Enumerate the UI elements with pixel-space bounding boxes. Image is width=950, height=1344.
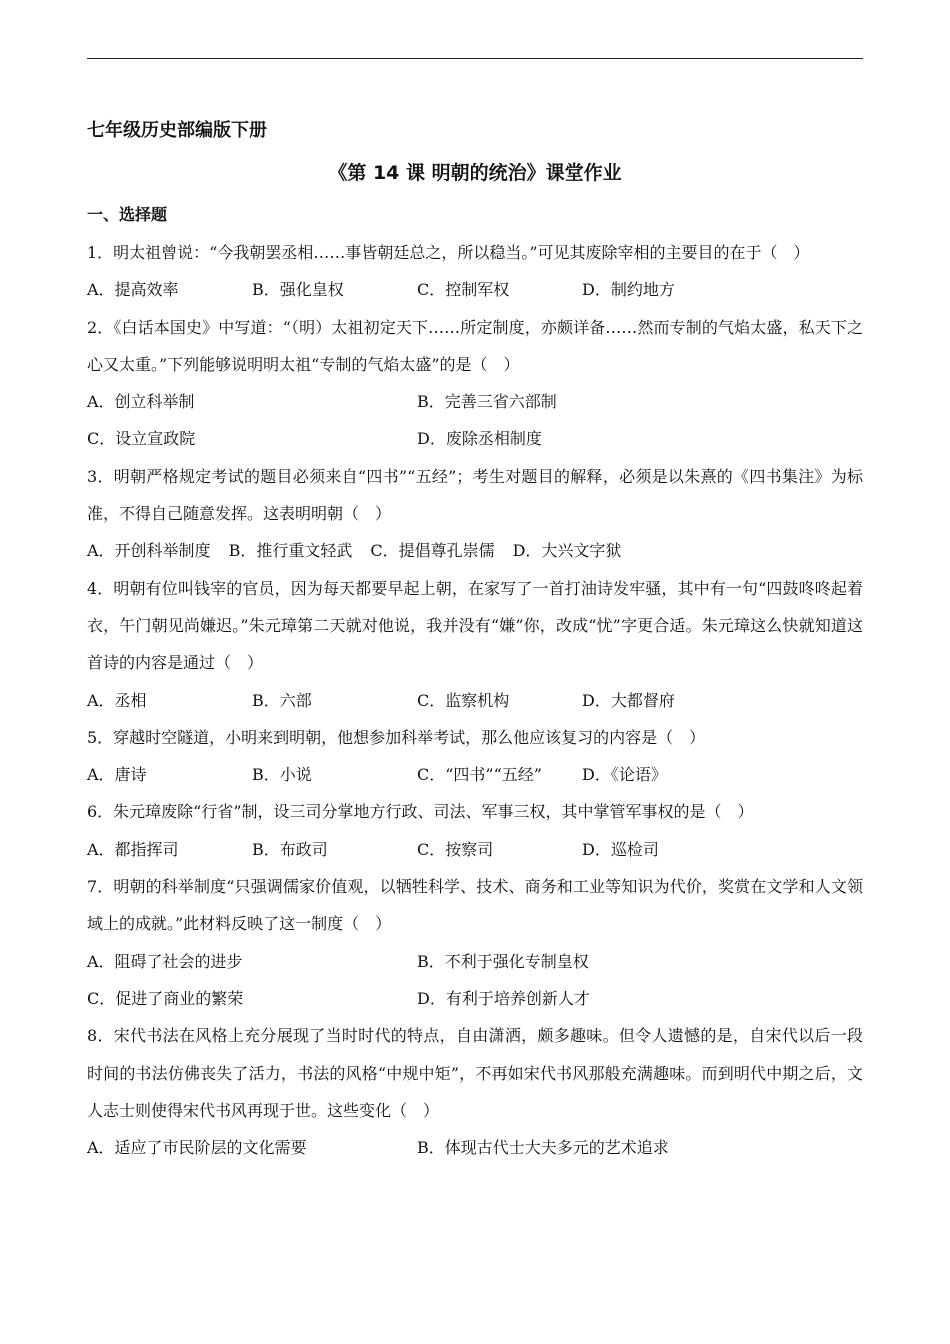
question-3-options <box>87 532 863 569</box>
option-a: A．开创科举制度 <box>87 541 211 561</box>
option-c: C．控制军权 <box>417 280 510 300</box>
question-3-stem: 3．明朝严格规定考试的题目必须来自“四书”“五经”；考生对题目的解释，必须是以朱熹的《四书集注》为标准，不得自己随意发挥。这表明明朝（ ） <box>87 466 863 524</box>
option-a: A．丞相 <box>87 690 147 710</box>
option-c: C．提倡尊孔崇儒 <box>370 541 495 561</box>
question-6-options <box>87 831 863 868</box>
option-a: A．提高效率 <box>87 280 179 300</box>
option-b: B．推行重文轻武 <box>228 541 353 561</box>
doc-title: 七年级历史部编版下册 <box>87 120 267 141</box>
section-title: 一、选择题 <box>87 205 168 224</box>
option-d: D．废除丞相制度 <box>417 429 542 449</box>
document-body <box>87 112 863 1166</box>
option-b: B．强化皇权 <box>252 280 344 300</box>
option-a: A．阻碍了社会的进步 <box>87 951 243 971</box>
lesson-title: 《第 14 课 明朝的统治》课堂作业 <box>328 162 622 184</box>
option-b: B．布政司 <box>252 839 328 859</box>
question-1-options <box>87 271 863 308</box>
option-d: D．大都督府 <box>582 690 675 710</box>
option-d: D．有利于培养创新人才 <box>417 988 590 1008</box>
option-d: D．制约地方 <box>582 280 675 300</box>
option-a: A．唐诗 <box>87 765 147 785</box>
option-c: C．监察机构 <box>417 690 510 710</box>
option-d: D．巡检司 <box>582 839 659 859</box>
question-5-options <box>87 756 863 793</box>
question-7-options-row2 <box>87 980 863 1017</box>
question-6-stem: 6．朱元璋废除“行省”制，设三司分掌地方行政、司法、军事三权，其中掌管军事权的是（ ） <box>87 802 754 822</box>
question-1-stem: 1．明太祖曾说：“今我朝罢丞相……事皆朝廷总之，所以稳当。”可见其废除宰相的主要目的在于（ ） <box>87 243 810 262</box>
option-c: C．设立宣政院 <box>87 429 196 449</box>
option-d: D．《论语》 <box>582 765 667 785</box>
option-a: A．都指挥司 <box>87 839 179 859</box>
question-7-stem: 7．明朝的科举制度“只强调儒家价值观，以牺牲科学、技术、商务和工业等知识为代价，奖赏在文学和人文领域上的成就。”此材料反映了这一制度（ ） <box>87 877 863 934</box>
option-d: D．大兴文字狱 <box>512 541 622 561</box>
question-2-options-row1 <box>87 383 863 420</box>
option-b: B．不利于强化专制皇权 <box>417 951 589 971</box>
option-b: B．完善三省六部制 <box>417 392 557 412</box>
header-rule <box>87 58 863 59</box>
option-b: B．六部 <box>252 690 312 710</box>
option-c: C．促进了商业的繁荣 <box>87 988 244 1008</box>
option-b: B．体现古代士大夫多元的艺术追求 <box>417 1138 669 1158</box>
question-4-options <box>87 682 863 719</box>
question-5-stem: 5．穿越时空隧道，小明来到明朝，他想参加科举考试，那么他应该复习的内容是（ ） <box>87 727 706 747</box>
option-c: C．“四书”“五经” <box>417 765 542 785</box>
option-a: A．适应了市民阶层的文化需要 <box>87 1138 307 1158</box>
question-4-stem: 4．明朝有位叫钱宰的官员，因为每天都要早起上朝，在家写了一首打油诗发牢骚，其中有一句“四鼓咚咚起着衣，午门朝见尚嫌迟。”朱元璋第二天就对他说，我并没有“嫌”你，改成“忧”字更合适。朱元璋这么快就知道这首诗的内容是通过（ ） <box>87 578 863 673</box>
option-a: A．创立科举制 <box>87 392 195 412</box>
question-7-options-row1 <box>87 943 863 980</box>
option-c: C．按察司 <box>417 839 494 859</box>
question-2-options-row2 <box>87 420 863 457</box>
question-8-stem: 8．宋代书法在风格上充分展现了当时时代的特点，自由潇洒，颇多趣味。但令人遗憾的是，自宋代以后一段时间的书法仿佛丧失了活力，书法的风格“中规中矩”，不再如宋代书风那般充满趣味。而到明代中期之后，文人志士则使得宋代书风再现于世。这些变化（ ） <box>87 1026 863 1120</box>
option-b: B．小说 <box>252 765 312 785</box>
question-2-stem: 2．《白话本国史》中写道：“（明）太祖初定天下……所定制度，亦颇详备……然而专制的气焰太盛，私天下之心又太重。”下列能够说明明太祖“专制的气焰太盛”的是（ ） <box>87 317 863 374</box>
question-8-options-row1 <box>87 1129 863 1166</box>
